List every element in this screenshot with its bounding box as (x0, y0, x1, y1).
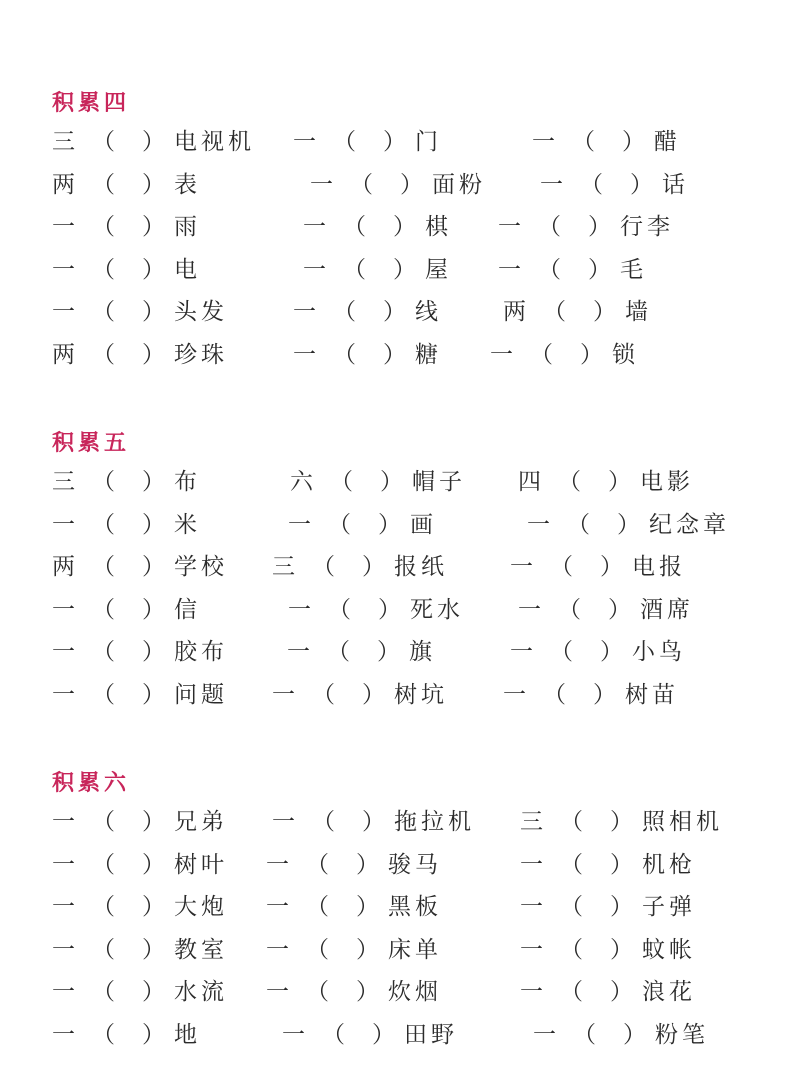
blank-close-paren: ） (142, 851, 165, 878)
blank-open-paren: （ (328, 596, 351, 623)
blank-close-paren: ） (377, 639, 400, 666)
blank-close-paren: ） (142, 639, 165, 666)
blank-open-paren: （ (558, 469, 581, 495)
numeral: 一 (272, 682, 295, 708)
numeral: 三 (52, 469, 75, 495)
blank-open-paren: （ (306, 979, 329, 1006)
blank-close-paren: ） (142, 682, 165, 708)
blank-open-paren: （ (560, 936, 583, 963)
blank-open-paren: （ (343, 256, 366, 283)
numeral: 一 (52, 682, 75, 708)
blank-open-paren: （ (558, 596, 581, 623)
noun-word: 珍珠 (174, 342, 228, 368)
numeral: 一 (288, 596, 311, 623)
numeral: 六 (290, 469, 313, 495)
blank-close-paren: ） (142, 256, 165, 283)
blank-close-paren: ） (610, 851, 633, 878)
exercise-row (0, 122, 810, 162)
noun-word: 兄弟 (174, 809, 228, 835)
noun-word: 教室 (174, 936, 228, 963)
blank-open-paren: （ (312, 554, 335, 581)
blank-close-paren: ） (142, 299, 165, 326)
numeral: 一 (532, 129, 555, 155)
exercise-row (0, 335, 810, 375)
noun-word: 锁 (612, 342, 639, 368)
blank-close-paren: ） (142, 214, 165, 241)
blank-open-paren: （ (333, 129, 356, 155)
blank-open-paren: （ (92, 171, 115, 198)
numeral: 一 (490, 342, 513, 368)
noun-word: 信 (174, 596, 201, 623)
noun-word: 拖拉机 (394, 809, 475, 835)
noun-word: 表 (174, 171, 201, 198)
exercise-row (0, 632, 810, 672)
blank-close-paren: ） (378, 596, 401, 623)
blank-open-paren: （ (312, 809, 335, 835)
blank-open-paren: （ (306, 894, 329, 921)
numeral: 两 (52, 342, 75, 368)
blank-open-paren: （ (343, 214, 366, 241)
blank-open-paren: （ (538, 214, 561, 241)
noun-word: 面粉 (432, 171, 486, 198)
blank-open-paren: （ (92, 936, 115, 963)
blank-open-paren: （ (560, 979, 583, 1006)
noun-word: 树苗 (625, 682, 679, 708)
blank-open-paren: （ (560, 809, 583, 835)
exercise-row (0, 207, 810, 247)
noun-word: 子弹 (642, 894, 696, 921)
numeral: 一 (272, 809, 295, 835)
numeral: 两 (52, 171, 75, 198)
noun-word: 死水 (410, 596, 464, 623)
noun-word: 酒席 (640, 596, 694, 623)
blank-close-paren: ） (600, 554, 623, 581)
blank-open-paren: （ (328, 511, 351, 538)
exercise-row (0, 1015, 810, 1055)
blank-close-paren: ） (142, 129, 165, 155)
noun-word: 树坑 (394, 682, 448, 708)
numeral: 一 (52, 214, 75, 241)
blank-close-paren: ） (142, 171, 165, 198)
blank-close-paren: ） (356, 894, 379, 921)
noun-word: 雨 (174, 214, 201, 241)
blank-close-paren: ） (142, 936, 165, 963)
blank-close-paren: ） (610, 936, 633, 963)
noun-word: 门 (415, 129, 442, 155)
numeral: 一 (266, 851, 289, 878)
noun-word: 醋 (654, 129, 681, 155)
blank-close-paren: ） (608, 596, 631, 623)
noun-word: 蚊帐 (642, 936, 696, 963)
noun-word: 纪念章 (649, 511, 730, 538)
numeral: 一 (527, 511, 550, 538)
blank-open-paren: （ (538, 256, 561, 283)
noun-word: 水流 (174, 979, 228, 1006)
blank-close-paren: ） (593, 682, 616, 708)
blank-open-paren: （ (92, 554, 115, 581)
blank-close-paren: ） (600, 639, 623, 666)
numeral: 一 (288, 511, 311, 538)
blank-open-paren: （ (306, 936, 329, 963)
numeral: 一 (266, 894, 289, 921)
numeral: 一 (303, 214, 326, 241)
noun-word: 行李 (620, 214, 674, 241)
numeral: 一 (303, 256, 326, 283)
noun-word: 粉笔 (655, 1022, 709, 1048)
blank-open-paren: （ (333, 342, 356, 368)
blank-open-paren: （ (573, 1022, 596, 1048)
blank-open-paren: （ (92, 894, 115, 921)
noun-word: 话 (662, 171, 689, 198)
blank-open-paren: （ (306, 851, 329, 878)
blank-open-paren: （ (333, 299, 356, 326)
numeral: 一 (52, 596, 75, 623)
numeral: 一 (510, 554, 533, 581)
blank-close-paren: ） (383, 129, 406, 155)
blank-close-paren: ） (362, 682, 385, 708)
numeral: 一 (52, 894, 75, 921)
exercise-row (0, 505, 810, 545)
blank-open-paren: （ (92, 299, 115, 326)
blank-open-paren: （ (92, 809, 115, 835)
exercise-row (0, 845, 810, 885)
blank-close-paren: ） (588, 214, 611, 241)
blank-open-paren: （ (92, 214, 115, 241)
blank-open-paren: （ (350, 171, 373, 198)
exercise-row (0, 590, 810, 630)
numeral: 一 (52, 809, 75, 835)
numeral: 一 (520, 979, 543, 1006)
noun-word: 电报 (632, 554, 686, 581)
numeral: 一 (52, 639, 75, 666)
numeral: 一 (52, 1022, 75, 1048)
numeral: 一 (52, 979, 75, 1006)
numeral: 两 (52, 554, 75, 581)
blank-open-paren: （ (550, 554, 573, 581)
numeral: 一 (293, 299, 316, 326)
blank-close-paren: ） (142, 1022, 165, 1048)
exercise-row (0, 972, 810, 1012)
numeral: 一 (533, 1022, 556, 1048)
blank-open-paren: （ (560, 894, 583, 921)
noun-word: 机枪 (642, 851, 696, 878)
noun-word: 屋 (425, 256, 452, 283)
blank-open-paren: （ (92, 1022, 115, 1048)
section-title: 积累六 (52, 770, 131, 796)
numeral: 一 (503, 682, 526, 708)
blank-open-paren: （ (312, 682, 335, 708)
noun-word: 问题 (174, 682, 228, 708)
blank-close-paren: ） (142, 596, 165, 623)
blank-open-paren: （ (543, 682, 566, 708)
blank-close-paren: ） (383, 299, 406, 326)
noun-word: 电视机 (174, 129, 255, 155)
noun-word: 浪花 (642, 979, 696, 1006)
numeral: 一 (293, 129, 316, 155)
blank-open-paren: （ (550, 639, 573, 666)
numeral: 三 (52, 129, 75, 155)
blank-close-paren: ） (356, 936, 379, 963)
blank-close-paren: ） (610, 809, 633, 835)
noun-word: 小鸟 (632, 639, 686, 666)
numeral: 一 (282, 1022, 305, 1048)
section-title: 积累五 (52, 430, 131, 456)
blank-open-paren: （ (92, 596, 115, 623)
blank-close-paren: ） (142, 894, 165, 921)
numeral: 一 (52, 936, 75, 963)
exercise-row (0, 250, 810, 290)
blank-open-paren: （ (92, 129, 115, 155)
blank-open-paren: （ (92, 851, 115, 878)
numeral: 一 (266, 936, 289, 963)
noun-word: 棋 (425, 214, 452, 241)
blank-open-paren: （ (322, 1022, 345, 1048)
blank-open-paren: （ (572, 129, 595, 155)
blank-open-paren: （ (92, 342, 115, 368)
blank-open-paren: （ (92, 639, 115, 666)
blank-open-paren: （ (92, 511, 115, 538)
noun-word: 田野 (404, 1022, 458, 1048)
noun-word: 帽子 (412, 469, 466, 495)
noun-word: 骏马 (388, 851, 442, 878)
exercise-row (0, 802, 810, 842)
numeral: 一 (520, 894, 543, 921)
blank-close-paren: ） (610, 979, 633, 1006)
noun-word: 大炮 (174, 894, 228, 921)
noun-word: 地 (174, 1022, 201, 1048)
noun-word: 画 (410, 511, 437, 538)
blank-close-paren: ） (400, 171, 423, 198)
noun-word: 米 (174, 511, 201, 538)
noun-word: 报纸 (394, 554, 448, 581)
blank-close-paren: ） (142, 554, 165, 581)
numeral: 一 (498, 214, 521, 241)
numeral: 一 (520, 851, 543, 878)
exercise-row (0, 462, 810, 502)
numeral: 一 (266, 979, 289, 1006)
numeral: 一 (540, 171, 563, 198)
exercise-row (0, 547, 810, 587)
noun-word: 树叶 (174, 851, 228, 878)
blank-close-paren: ） (622, 129, 645, 155)
blank-close-paren: ） (142, 469, 165, 495)
blank-close-paren: ） (380, 469, 403, 495)
blank-close-paren: ） (393, 214, 416, 241)
blank-close-paren: ） (142, 979, 165, 1006)
numeral: 三 (272, 554, 295, 581)
exercise-row (0, 675, 810, 715)
numeral: 一 (52, 511, 75, 538)
blank-close-paren: ） (362, 554, 385, 581)
exercise-row (0, 930, 810, 970)
blank-open-paren: （ (543, 299, 566, 326)
blank-open-paren: （ (92, 979, 115, 1006)
noun-word: 学校 (174, 554, 228, 581)
noun-word: 毛 (620, 256, 647, 283)
numeral: 一 (52, 299, 75, 326)
section-title: 积累四 (52, 90, 131, 116)
blank-close-paren: ） (580, 342, 603, 368)
numeral: 一 (293, 342, 316, 368)
noun-word: 布 (174, 469, 201, 495)
blank-open-paren: （ (560, 851, 583, 878)
noun-word: 线 (415, 299, 442, 326)
blank-close-paren: ） (588, 256, 611, 283)
noun-word: 胶布 (174, 639, 228, 666)
noun-word: 旗 (409, 639, 436, 666)
blank-open-paren: （ (327, 639, 350, 666)
noun-word: 电影 (640, 469, 694, 495)
noun-word: 炊烟 (388, 979, 442, 1006)
numeral: 一 (520, 936, 543, 963)
blank-close-paren: ） (610, 894, 633, 921)
numeral: 三 (520, 809, 543, 835)
blank-close-paren: ） (617, 511, 640, 538)
blank-open-paren: （ (92, 682, 115, 708)
blank-close-paren: ） (142, 342, 165, 368)
numeral: 一 (310, 171, 333, 198)
numeral: 一 (510, 639, 533, 666)
blank-close-paren: ） (383, 342, 406, 368)
blank-close-paren: ） (378, 511, 401, 538)
blank-open-paren: （ (92, 256, 115, 283)
numeral: 一 (52, 256, 75, 283)
blank-open-paren: （ (580, 171, 603, 198)
numeral: 一 (518, 596, 541, 623)
numeral: 一 (287, 639, 310, 666)
numeral: 四 (518, 469, 541, 495)
blank-close-paren: ） (393, 256, 416, 283)
noun-word: 墙 (625, 299, 652, 326)
blank-close-paren: ） (372, 1022, 395, 1048)
exercise-row (0, 165, 810, 205)
noun-word: 床单 (388, 936, 442, 963)
numeral: 两 (503, 299, 526, 326)
noun-word: 头发 (174, 299, 228, 326)
noun-word: 黑板 (388, 894, 442, 921)
blank-open-paren: （ (567, 511, 590, 538)
blank-close-paren: ） (362, 809, 385, 835)
blank-close-paren: ） (623, 1022, 646, 1048)
exercise-row (0, 292, 810, 332)
noun-word: 照相机 (642, 809, 723, 835)
blank-close-paren: ） (593, 299, 616, 326)
noun-word: 电 (174, 256, 201, 283)
blank-close-paren: ） (608, 469, 631, 495)
blank-open-paren: （ (530, 342, 553, 368)
numeral: 一 (498, 256, 521, 283)
blank-close-paren: ） (356, 979, 379, 1006)
numeral: 一 (52, 851, 75, 878)
blank-close-paren: ） (356, 851, 379, 878)
noun-word: 糖 (415, 342, 442, 368)
blank-close-paren: ） (630, 171, 653, 198)
blank-open-paren: （ (92, 469, 115, 495)
exercise-row (0, 887, 810, 927)
blank-close-paren: ） (142, 809, 165, 835)
blank-open-paren: （ (330, 469, 353, 495)
blank-close-paren: ） (142, 511, 165, 538)
